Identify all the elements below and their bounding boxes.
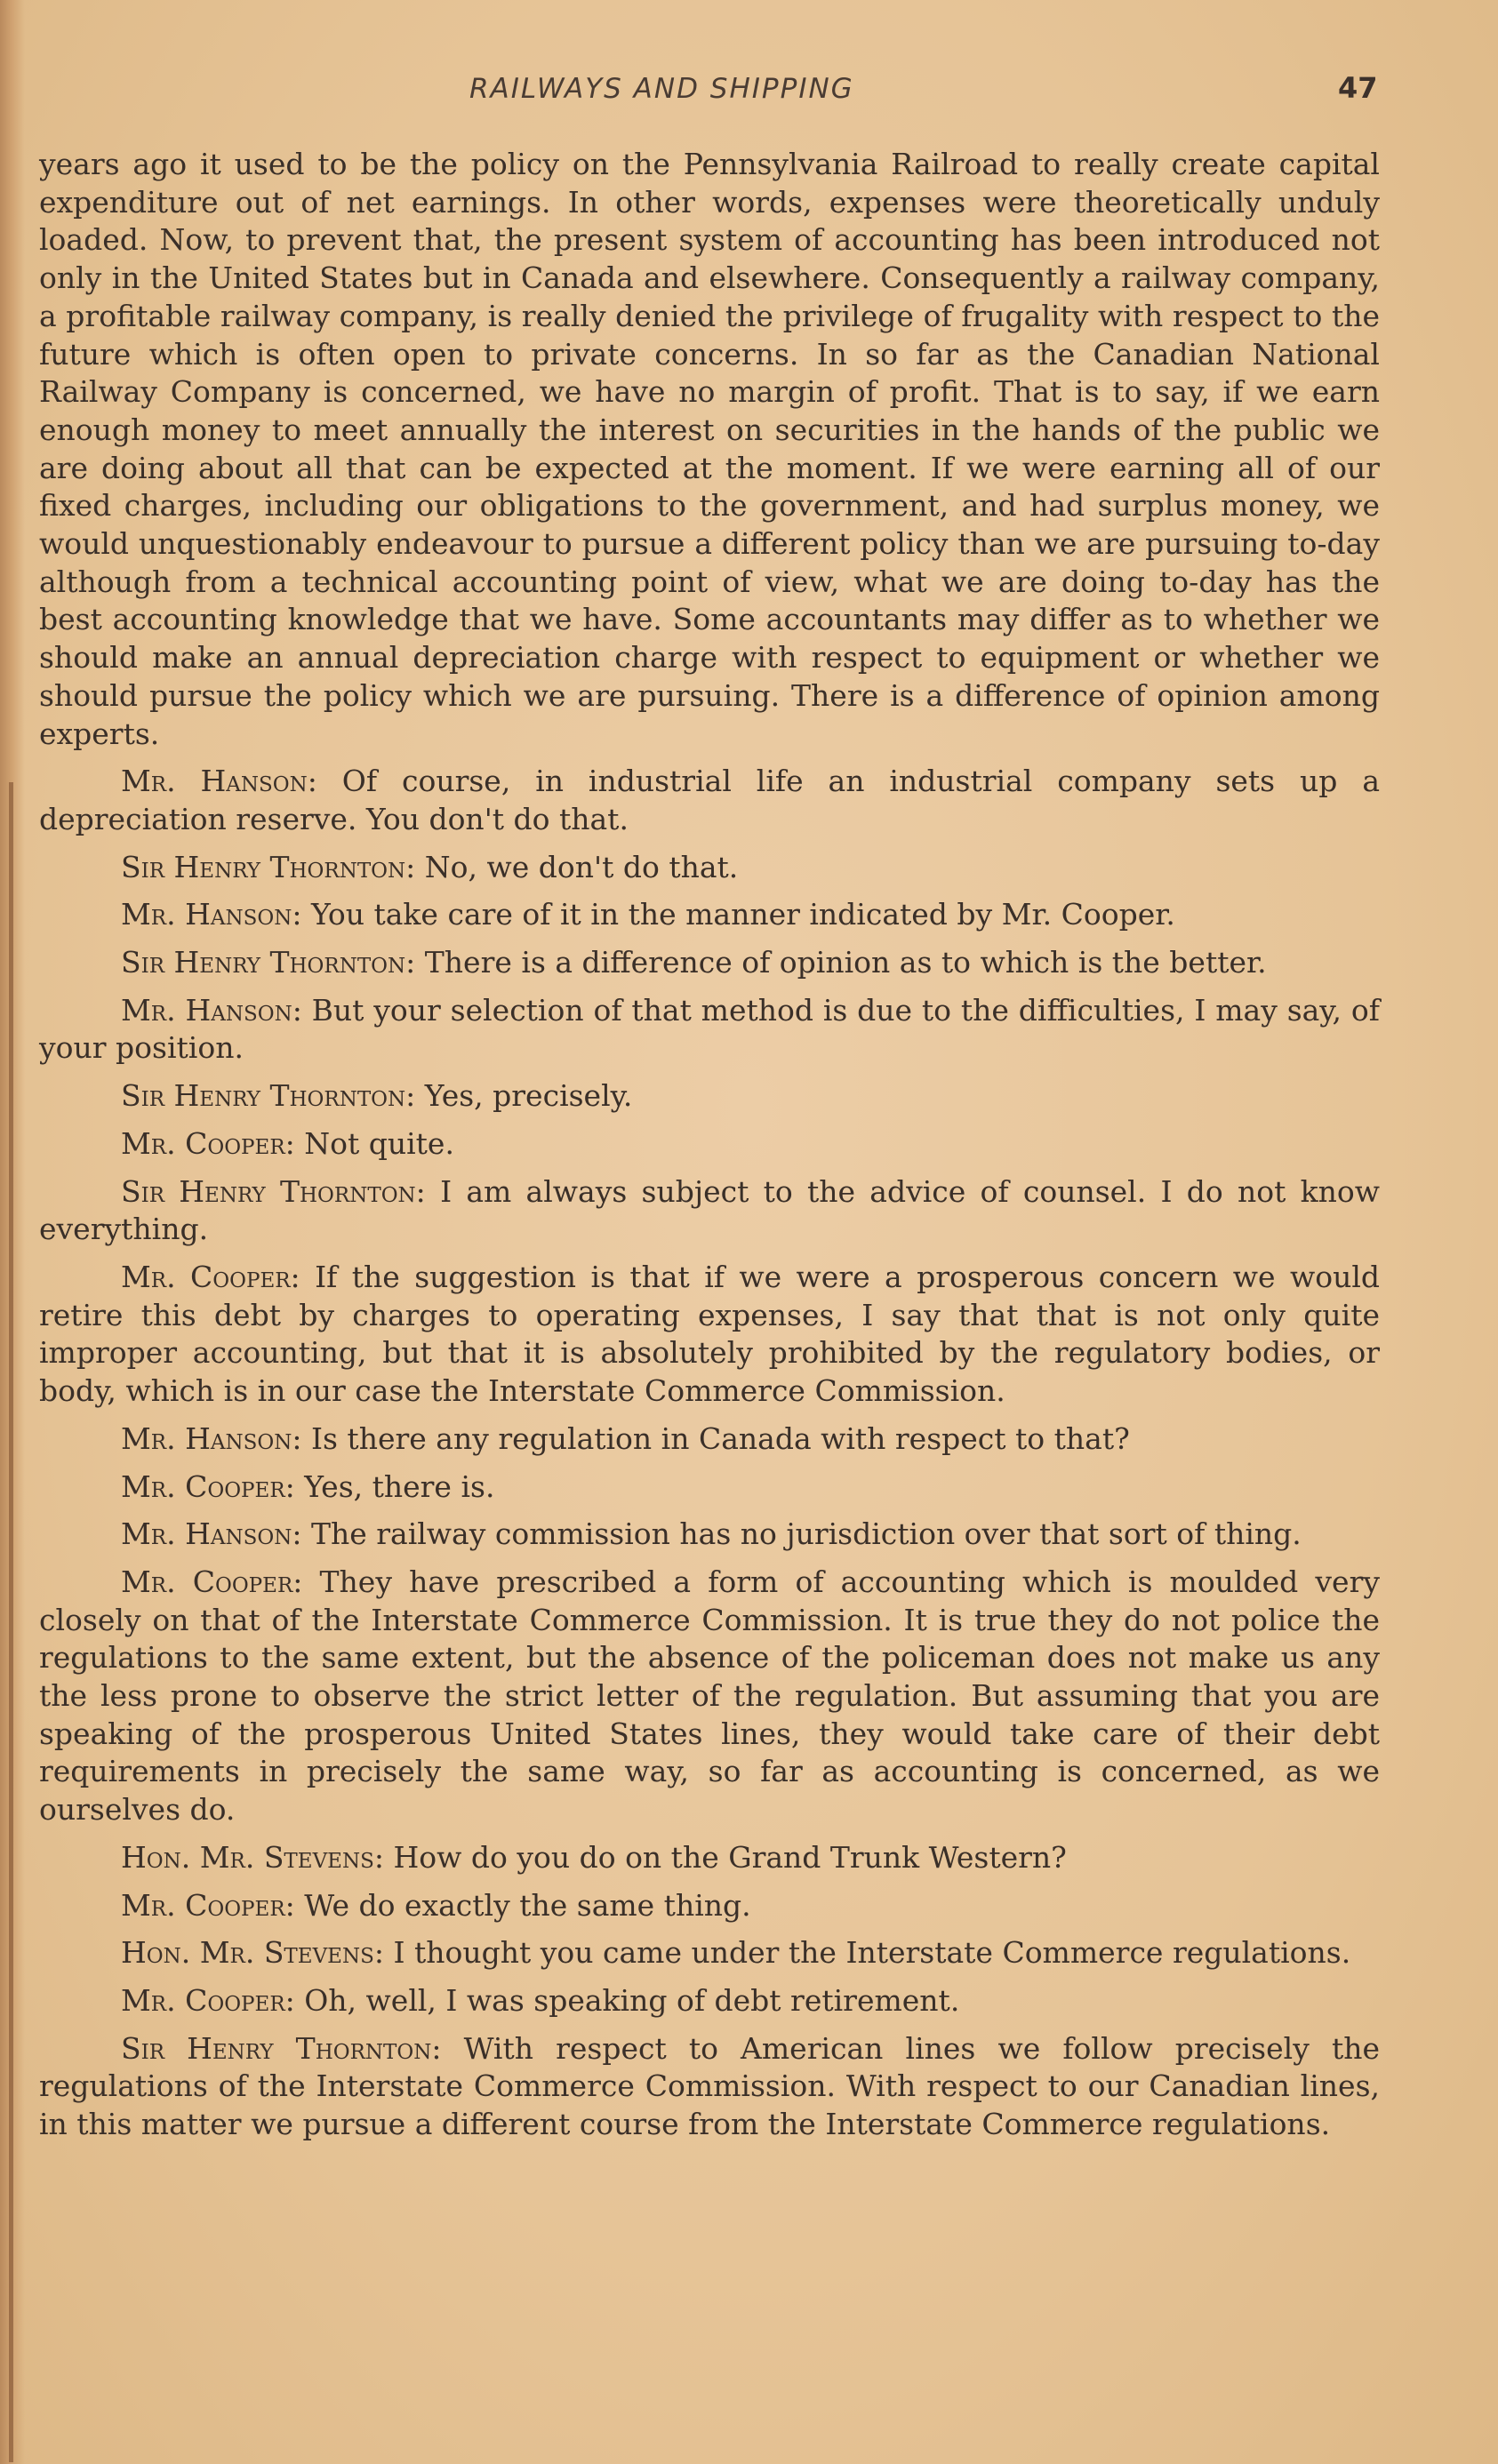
page-number: 47 [1338,71,1378,105]
speaker-name: Mr. Hanson: [121,897,302,932]
speaker-name: Hon. Mr. Stevens: [121,1935,384,1971]
speaker-name: Sir Henry Thornton: [121,849,416,884]
speaker-name: Mr. Cooper: [121,1887,295,1923]
body-text [39,146,1380,2154]
speaker-name: Hon. Mr. Stevens: [121,1839,384,1875]
paragraph-text: No, we don't do that. [424,849,739,884]
speaker-name: Sir Henry Thornton: [121,2030,442,2066]
paragraph-text: I am always subject to the advice of counsel. I do not know everything. [39,1173,1380,1247]
paragraph-text: Yes, precisely. [424,1078,633,1114]
speaker-name: Mr. Hanson: [121,764,317,799]
paragraph [39,992,1380,1068]
paragraph [39,763,1380,838]
running-header [0,68,1498,117]
paragraph [39,1887,1380,1925]
speaker-name: Mr. Cooper: [121,1259,300,1294]
paragraph [39,1125,1380,1164]
paragraph [39,1564,1380,1829]
paragraph-text: There is a difference of opinion as to which is the better. [424,945,1267,980]
speaker-name: Sir Henry Thornton: [121,1173,426,1209]
speaker-name: Mr. Cooper: [121,1982,295,2018]
paragraph [39,849,1380,887]
paragraph [39,146,1380,753]
paragraph [39,1982,1380,2020]
paragraph-text: We do exactly the same thing. [304,1887,751,1923]
paragraph-text: With respect to American lines we follow precisely the regulations of the Interstate Commerce Commission. With respect to our Canadian lines, in this matter we pursue a different course from the Interstate Commerce regulations. [39,2030,1380,2142]
speaker-name: Mr. Hanson: [121,992,302,1028]
paragraph [39,1259,1380,1411]
paragraph-text: years ago it used to be the policy on the Pennsylvania Railroad to really create capital expenditure out of net earnings. In other words, expenses were theoretically unduly loaded. Now, to prevent that, the present system of accounting has been introduced not only in the United States but in Canada and elsewhere. Consequently a railway company, a profitable railway company, is really denied the privilege of frugality with respect to the future which is often open to private concerns. In so far as the Canadian National Railway Company is concerned, we have no margin of profit. That is to say, if we earn enough money to meet annually the interest on securities in the hands of the public we are doing about all that can be expected at the moment. If we were earning all of our fixed charges, including our obligations to the government, and had surplus money, we would unquestionably endeavour to pursue a different policy than we are pursuing to-day although from a technical accounting point of view, what we are doing to-day has the best accounting knowledge that we have. Some accountants may differ as to whether we should make an annual depreciation charge with respect to equipment or whether we should pursue the policy which we are pursuing. There is a difference of opinion among experts. [39,147,1380,751]
speaker-name: Sir Henry Thornton: [121,945,416,980]
paragraph [39,944,1380,982]
binding-shadow-line [9,782,13,2462]
paragraph [39,1516,1380,1554]
paragraph-text: Yes, there is. [304,1468,495,1504]
paragraph-text: How do you do on the Grand Trunk Western? [393,1839,1067,1875]
paragraph-text: If the suggestion is that if we were a prosperous concern we would retire this debt by charges to operating expenses, I say that that is not only quite improper accounting, but that it is absolutely prohibited by the regulatory bodies, or body, which is in our case the Interstate Commerce Commission. [39,1259,1381,1409]
paragraph-text: Of course, in industrial life an industrial company sets up a depreciation reserve. You don't do that. [39,764,1380,836]
paragraph-text: Is there any regulation in Canada with respect to that? [310,1420,1130,1456]
speaker-name: Mr. Hanson: [121,1516,302,1552]
paragraph [39,896,1380,934]
speaker-name: Mr. Cooper: [121,1125,295,1161]
running-header-title: RAILWAYS AND SHIPPING [469,73,854,105]
paragraph-text: You take care of it in the manner indicated by Mr. Cooper. [310,897,1175,932]
paragraph-text: Oh, well, I was speaking of debt retirement. [304,1982,960,2018]
paragraph-text: They have prescribed a form of accounting which is moulded very closely on that of the Interstate Commerce Commission. It is true they do not police the regulations to the same extent, but the absence of the policeman does not make us any the less prone to observe the strict letter of the regulation. But assuming that you are speaking of the prosperous United States lines, they would take care of their debt requirements in precisely the same way, so far as accounting is concerned, as we ourselves do. [39,1564,1380,1828]
speaker-name: Sir Henry Thornton: [121,1078,416,1114]
paragraph-text: I thought you came under the Interstate Commerce regulations. [393,1935,1351,1971]
paragraph-text: But your selection of that method is due to the difficulties, I may say, of your position. [39,992,1380,1066]
speaker-name: Mr. Cooper: [121,1564,303,1599]
speaker-name: Mr. Cooper: [121,1468,295,1504]
paragraph [39,2030,1380,2144]
paragraph [39,1173,1380,1249]
paragraph [39,1468,1380,1507]
paragraph [39,1934,1380,1972]
paragraph [39,1839,1380,1877]
paragraph [39,1077,1380,1116]
paragraph-text: The railway commission has no jurisdiction over that sort of thing. [310,1516,1302,1552]
paragraph [39,1420,1380,1459]
paragraph-text: Not quite. [304,1125,454,1161]
speaker-name: Mr. Hanson: [121,1420,302,1456]
